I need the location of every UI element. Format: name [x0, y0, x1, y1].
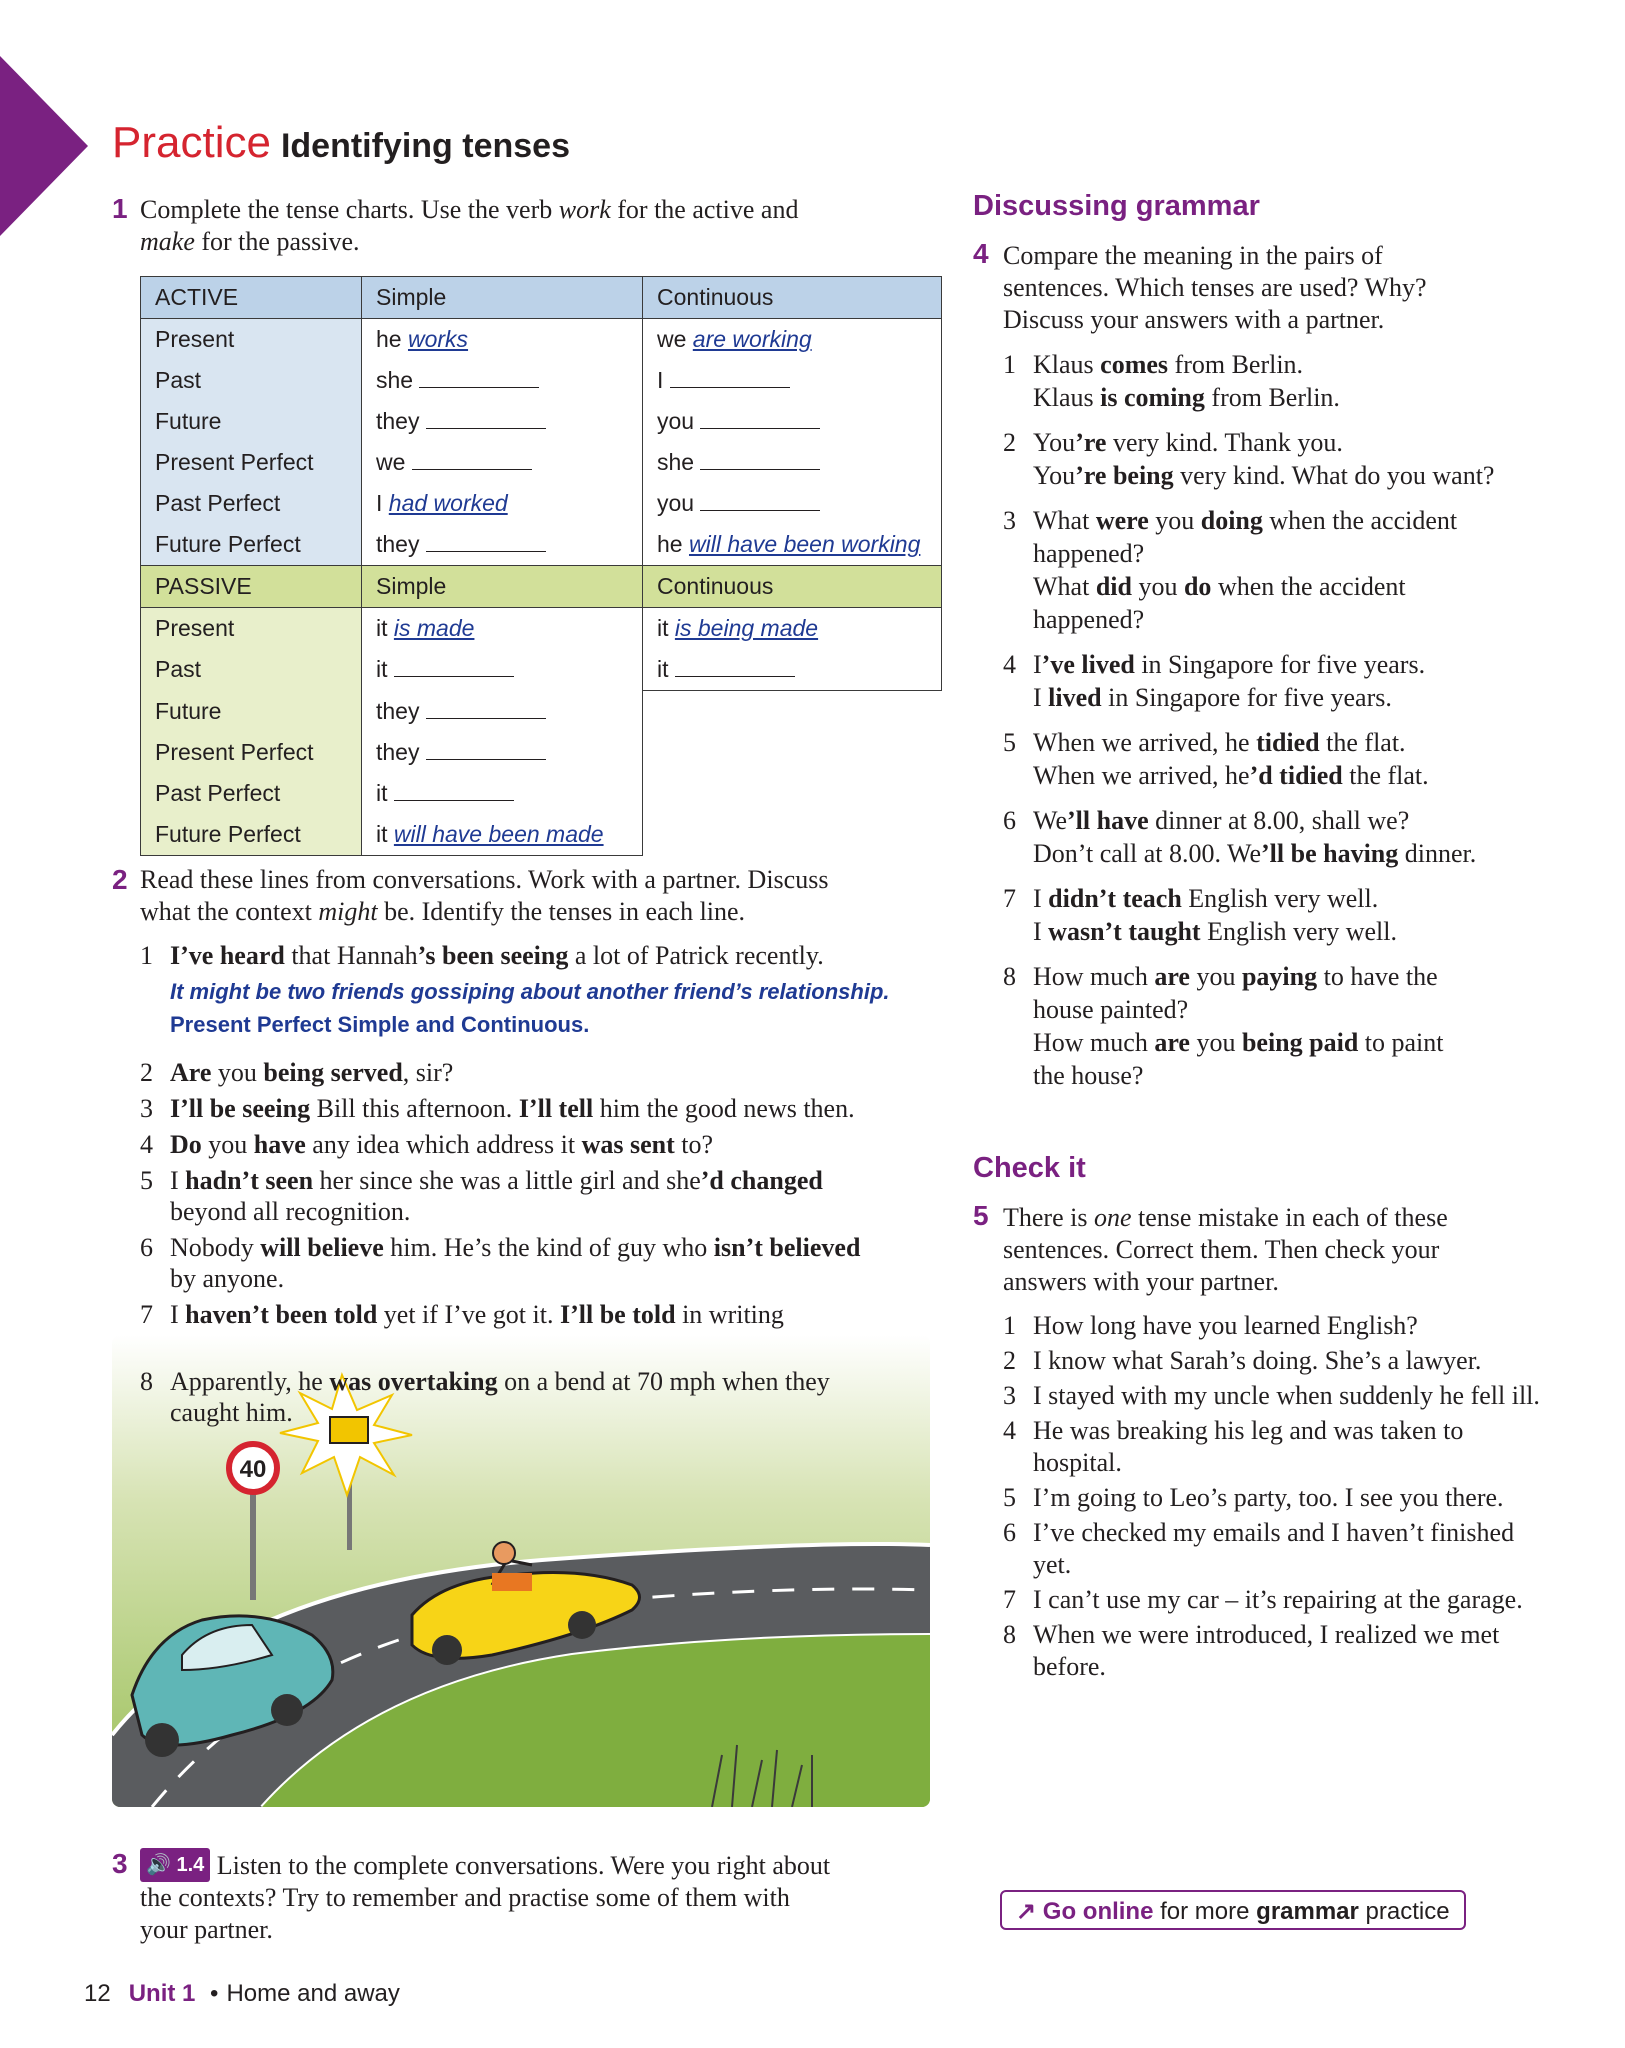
audio-track-badge[interactable]: 🔊 1.4: [140, 1848, 210, 1882]
passive-row-label: Present Perfect: [141, 732, 362, 773]
exercise-4-pairs: [1003, 348, 1603, 1104]
exercise-1-number: 1: [112, 193, 128, 224]
list-item: 8 When we were introduced, I realized we met before.: [1003, 1620, 1500, 1681]
table-row: [141, 401, 942, 442]
title-subtitle: Identifying tenses: [280, 127, 571, 165]
answer-context: It might be two friends gossiping about another friend’s relationship.: [170, 979, 890, 1004]
list-item: 1 How long have you learned English?: [1003, 1311, 1418, 1340]
active-simple-cell[interactable]: they: [362, 524, 643, 566]
list-item: 1 I’ve heard that Hannah’s been seeing a lot of Patrick recently. It might be two friends gossiping about another friend’s relationship. Present Perfect Simple and Continuous.: [140, 940, 930, 1041]
page-title: [112, 118, 570, 168]
table-row: [141, 360, 942, 401]
discussing-grammar-heading: Discussing grammar: [973, 190, 1260, 222]
list-item: 6 We’ll have dinner at 8.00, shall we? Don’t call at 8.00. We’ll be having dinner.: [1003, 806, 1477, 868]
passive-continuous-cell: it is being made: [643, 608, 942, 650]
active-simple-cell[interactable]: she: [362, 360, 643, 401]
tense-chart: [140, 276, 942, 856]
passive-row-label: Past: [141, 649, 362, 691]
exercise-5-sentences: [1003, 1310, 1543, 1683]
active-simple-cell[interactable]: we: [362, 442, 643, 483]
list-item: 6 Nobody will believe him. He’s the kind of guy who isn’t believed by anyone.: [140, 1233, 861, 1293]
exercise-1-instructions: Complete the tense charts. Use the verb work for the active and make for the passive.: [140, 195, 799, 256]
passive-header-2: Continuous: [643, 566, 942, 608]
active-continuous-cell: he will have been working: [643, 524, 942, 566]
exercise-3-instructions: 🔊 1.4 Listen to the complete conversations. Were you right about the contexts? Try to remember and practise some of them with your partner.: [140, 1848, 940, 1946]
active-continuous-cell[interactable]: you: [643, 483, 942, 524]
empty-cell: [643, 773, 942, 814]
active-simple-cell[interactable]: they: [362, 401, 643, 442]
list-item: 4 I’ve lived in Singapore for five years. I lived in Singapore for five years.: [1003, 650, 1426, 712]
exercise-4-number: 4: [973, 238, 989, 269]
list-item: 8 How much are you paying to have the house painted? How much are you being paid to paint the house?: [1003, 962, 1444, 1090]
empty-cell: [643, 691, 942, 733]
external-link-icon: ↗: [1016, 1898, 1037, 1925]
list-item: 4 He was breaking his leg and was taken to hospital.: [1003, 1416, 1464, 1477]
list-item: 7 I didn’t teach English very well. I wasn’t taught English very well.: [1003, 884, 1398, 946]
list-item: 7 I haven’t been told yet if I’ve got it. I’ll be told in writing: [140, 1300, 784, 1329]
list-item: 5 I’m going to Leo’s party, too. I see you there.: [1003, 1483, 1504, 1512]
list-item: 1 Klaus comes from Berlin. Klaus is coming from Berlin.: [1003, 350, 1340, 412]
go-online-button[interactable]: ↗ Go online for more grammar practice: [1000, 1890, 1466, 1930]
active-continuous-cell: we are working: [643, 319, 942, 361]
table-row: [141, 732, 942, 773]
exercise-3-number: 3: [112, 1848, 128, 1879]
active-row-label: Present: [141, 319, 362, 361]
exercise-5-instructions: There is one tense mistake in each of these sentences. Correct them. Then check your answers with your partner.: [1003, 1203, 1448, 1296]
list-item: 2 You’re very kind. Thank you. You’re being very kind. What do you want?: [1003, 428, 1495, 490]
table-row: [141, 773, 942, 814]
table-row: [141, 608, 942, 650]
page-footer: 12 Unit 1 • Home and away: [84, 1980, 400, 2007]
active-header-0: ACTIVE: [141, 277, 362, 319]
passive-simple-cell[interactable]: they: [362, 732, 643, 773]
table-row: [141, 691, 942, 733]
table-row: [141, 649, 942, 691]
passive-simple-cell: it is made: [362, 608, 643, 650]
active-continuous-cell[interactable]: she: [643, 442, 942, 483]
passive-row-label: Present: [141, 608, 362, 650]
exercise-4-instructions: Compare the meaning in the pairs of sentences. Which tenses are used? Why? Discuss your answers with a partner.: [1003, 241, 1427, 334]
empty-cell: [643, 814, 942, 856]
active-row-label: Future Perfect: [141, 524, 362, 566]
passive-simple-cell[interactable]: they: [362, 691, 643, 733]
list-item: 3 I stayed with my uncle when suddenly he fell ill.: [1003, 1381, 1540, 1410]
active-row-label: Future: [141, 401, 362, 442]
exercise-5-number: 5: [973, 1200, 989, 1231]
list-item: 5 I hadn’t seen her since she was a little girl and she’d changed beyond all recognition.: [140, 1166, 823, 1226]
active-simple-cell: I had worked: [362, 483, 643, 524]
list-item: 2 I know what Sarah’s doing. She’s a lawyer.: [1003, 1346, 1482, 1375]
passive-continuous-cell[interactable]: it: [643, 649, 942, 691]
passive-simple-cell[interactable]: it: [362, 649, 643, 691]
passive-simple-cell: it will have been made: [362, 814, 643, 856]
empty-cell: [643, 732, 942, 773]
unit-title: Home and away: [226, 1980, 400, 2007]
list-item: 3 I’ll be seeing Bill this afternoon. I’ll tell him the good news then.: [140, 1094, 855, 1123]
active-simple-cell: he works: [362, 319, 643, 361]
active-header-1: Simple: [362, 277, 643, 319]
list-item: 8 Apparently, he was overtaking on a bend at 70 mph when they caught him.: [140, 1367, 830, 1427]
list-item: 5 When we arrived, he tidied the flat. When we arrived, he’d tidied the flat.: [1003, 728, 1429, 790]
title-practice: Practice: [112, 118, 271, 167]
table-row: [141, 814, 942, 856]
table-row: [141, 442, 942, 483]
list-item: 3 What were you doing when the accident happened? What did you do when the accident happened?: [1003, 506, 1458, 634]
passive-row-label: Future Perfect: [141, 814, 362, 856]
svg-text:40: 40: [239, 1456, 267, 1483]
page-number: 12: [84, 1980, 111, 2007]
table-row: [141, 319, 942, 361]
unit-label: Unit 1: [128, 1980, 196, 2007]
table-row: [141, 483, 942, 524]
active-continuous-cell[interactable]: you: [643, 401, 942, 442]
table-row: [141, 524, 942, 566]
check-it-heading: Check it: [973, 1152, 1086, 1184]
corner-triangle: [0, 56, 88, 236]
list-item: 4 Do you have any idea which address it was sent to?: [140, 1130, 714, 1159]
passive-header-1: Simple: [362, 566, 643, 608]
passive-row-label: Past Perfect: [141, 773, 362, 814]
list-item: 7 I can’t use my car – it’s repairing at the garage.: [1003, 1585, 1523, 1614]
answer-tenses: Present Perfect Simple and Continuous.: [170, 1012, 590, 1037]
exercise-2-number: 2: [112, 864, 128, 895]
active-row-label: Past: [141, 360, 362, 401]
passive-header-0: PASSIVE: [141, 566, 362, 608]
active-header-2: Continuous: [643, 277, 942, 319]
active-row-label: Present Perfect: [141, 442, 362, 483]
exercise-2-instructions: Read these lines from conversations. Work with a partner. Discuss what the context might be. Identify the tenses in each line.: [140, 865, 829, 926]
list-item: 6 I’ve checked my emails and I haven’t finished yet.: [1003, 1518, 1515, 1579]
passive-row-label: Future: [141, 691, 362, 733]
passive-simple-cell[interactable]: it: [362, 773, 643, 814]
list-item: 2 Are you being served, sir?: [140, 1058, 454, 1087]
active-continuous-cell[interactable]: I: [643, 360, 942, 401]
active-row-label: Past Perfect: [141, 483, 362, 524]
